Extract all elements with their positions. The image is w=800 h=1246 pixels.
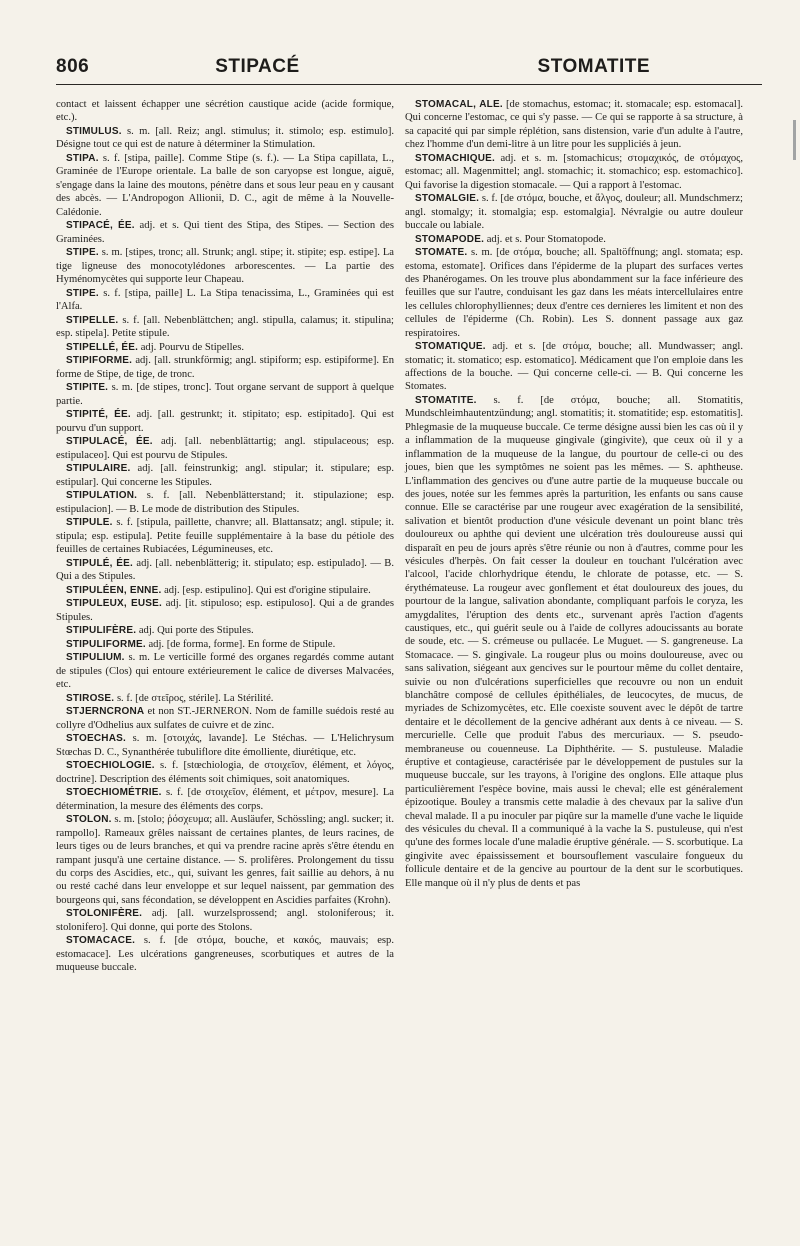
dictionary-entry	[56, 435, 394, 462]
entry-headword: STIPE.	[66, 247, 99, 259]
entry-headword: STOECHIOLOGIE.	[66, 760, 155, 772]
entry-definition: adj. [all. nebenblättartig; angl. stipulaceous; esp. estipulaceo]. Qui est pourvu de Stipules.	[56, 436, 394, 461]
entry-headword: STOECHAS.	[66, 733, 126, 745]
dictionary-entry	[56, 624, 394, 637]
entry-definition: adj. Pourvu de Stipelles.	[140, 341, 244, 353]
entry-headword: STIPULÉEN, ENNE.	[66, 584, 162, 596]
entry-headword: STIPULIFORME.	[66, 638, 146, 650]
entry-headword: STIPIFORME.	[66, 355, 133, 367]
entry-headword: STOMACHIQUE.	[415, 152, 495, 164]
dictionary-entry	[56, 354, 394, 381]
dictionary-entry	[56, 934, 394, 974]
dictionary-entry	[56, 314, 394, 341]
dictionary-entry	[56, 489, 394, 516]
entry-definition: adj. et s. Pour Stomatopode.	[486, 233, 606, 245]
entry-definition: s. f. [all. Nebenblätterstand; it. stipulazione; esp. estipulacion]. — B. Le mode de distribution des Stipules.	[56, 490, 394, 515]
entry-headword: STIPITE.	[66, 382, 109, 394]
dictionary-entry	[56, 651, 394, 691]
entry-definition: adj. [esp. estipulino]. Qui est d'origine stipulaire.	[164, 584, 371, 596]
entry-headword: STIROSE.	[66, 692, 115, 704]
entry-headword: STIPULAIRE.	[66, 463, 131, 475]
entry-headword: STIPE.	[66, 287, 99, 299]
entry-headword: STJERNCRONA	[66, 706, 145, 718]
entry-headword: STIPULIFÈRE.	[66, 625, 137, 637]
entry-headword: STIPELLE.	[66, 314, 119, 326]
entry-headword: STIPACÉ, ÉE.	[66, 220, 135, 232]
entry-definition: adj. et s. Qui tient des Stipa, des Stipes. — Section des Graminées.	[56, 220, 394, 245]
entry-definition: s. f. [de στοιχεῖον, élément, et μέτρον, mesure]. La détermination, la mesure des éléments des corps.	[56, 787, 394, 812]
dictionary-entry	[56, 813, 394, 907]
dictionary-entry	[56, 557, 394, 584]
dictionary-entry	[56, 125, 394, 152]
dictionary-entry	[56, 341, 394, 354]
dictionary-entry	[56, 692, 394, 705]
entry-definition: adj. [all. feinstrunkig; angl. stipular; it. stipulare; esp. estipular]. Qui concerne les Stipules.	[56, 463, 394, 488]
entry-definition: adj. [all. strunkförmig; angl. stipiform; esp. estipiforme]. En forme de Stipe, de tige, de tronc.	[56, 355, 394, 380]
entry-headword: STIPA.	[66, 153, 99, 164]
entry-definition: s. f. [stipa, paille] L. La Stipa tenacissima, L., Graminées qui est l'Alfa.	[56, 287, 395, 313]
left-running-title: STIPACÉ	[215, 56, 300, 77]
dictionary-entry	[56, 152, 394, 219]
entry-headword: STOLONIFÈRE.	[66, 908, 143, 920]
entry-headword: STIPULIUM.	[66, 652, 125, 664]
dictionary-entry	[56, 287, 394, 314]
entry-definition: adj. [all. wurzelsprossend; angl. stoloniferous; it. stolonifero]. Qui donne, qui porte des Stolons.	[56, 908, 394, 933]
entry-headword: STOMAPODE.	[415, 233, 485, 245]
dictionary-entry	[56, 381, 394, 408]
entry-headword: STOMACAL, ALE.	[415, 99, 503, 110]
entry-headword: STOECHIOMÉTRIE.	[66, 787, 162, 799]
entry-headword: STOMATE.	[415, 247, 468, 259]
dictionary-entry	[56, 462, 394, 489]
entry-definition: s. f. [stipula, paillette, chanvre; all. Blattansatz; angl. stipule; it. stipula; esp. estipula]. Petite feuille supplémentaire à la base du pétiole des feuilles de certaines Rubiacées, Légumineuses, etc.	[56, 517, 394, 556]
entry-definition: s. m. Le verticille formé des organes regardés comme autant de stipules (Clos) qui entoure extérieurement le calice de diverses Malvacées, etc.	[56, 652, 394, 691]
dictionary-entry	[56, 786, 394, 813]
entry-definition: s. m. [de στόμα, bouche; all. Spaltöffnung; angl. stomata; esp. estoma, estomate]. Orifices dans l'épiderme de la plupart des surfaces vertes des Phanérogames. On les trouve plus abondamment sur la face inférieure des feuilles que sur l'autre, conduisant les gaz dans les méats intercellulaires entre les cellules chlorophylliennes; deux d'entre ces dernieres les limitent et non des cellules de l'épiderme (Ch. Robin). Les S. donnent passage aux gaz respiratoires.	[405, 247, 743, 339]
entry-headword: STIPULATION.	[66, 490, 138, 502]
entry-definition: s. f. [de στόμα, bouche, et κακός, mauvais; esp. estomacace]. Les ulcérations gangreneuses, scorbutiques et autres de la muqueuse buccale.	[56, 935, 394, 974]
dictionary-entry	[405, 98, 743, 152]
dictionary-entry	[56, 907, 394, 934]
entry-definition: s. m. [de stipes, tronc]. Tout organe servant de support à quelque partie.	[56, 382, 394, 407]
entry-headword: STIPULACÉ, ÉE.	[66, 436, 153, 448]
right-running-title: STOMATITE	[537, 56, 651, 77]
page-edge-mark	[793, 120, 796, 160]
dictionary-entry	[405, 246, 743, 340]
entry-definition: adj. [it. stipuloso; esp. estipuloso]. Qui a de grandes Stipules.	[56, 598, 394, 623]
entry-definition: adj. Qui porte des Stipules.	[138, 625, 254, 637]
dictionary-entry	[405, 152, 743, 192]
entry-definition: s. f. [de στόμα, bouche, et ἄλγος, douleur; all. Mundschmerz; angl. stomalgy; it. stomalgia; esp. estomalgia]. Névralgie ou autre douleur buccale ou labiale.	[405, 193, 744, 232]
dictionary-entry	[405, 394, 743, 890]
entry-definition: s. f. [stœchiologia, de στοιχεῖον, élément, et λόγος, doctrine]. Description des éléments soit chimiques, soit anatomiques.	[56, 760, 394, 785]
dictionary-entry	[56, 597, 394, 624]
dictionary-entry	[56, 219, 394, 246]
dictionary-entry	[405, 233, 743, 246]
entry-headword: STIPULE.	[66, 517, 113, 529]
dictionary-entry	[56, 638, 394, 651]
right-column	[405, 98, 743, 890]
entry-headword: STIMULUS.	[66, 126, 122, 137]
dictionary-entry	[56, 732, 394, 759]
entry-headword: STOLON.	[66, 814, 112, 826]
entry-definition: et non ST.-JERNERON. Nom de famille suédois resté au collyre d'Odhelius aux sulfates de cuivre et de zinc.	[56, 706, 394, 731]
entry-headword: STOMALGIE.	[415, 193, 480, 205]
entry-headword: STIPULEUX, EUSE.	[66, 598, 162, 610]
running-header	[56, 56, 762, 85]
entry-definition: contact et laissent échapper une sécrétion caustique acide (acide formique, etc.).	[56, 99, 394, 124]
entry-definition: adj. [all. gestrunkt; it. stipitato; esp. estipitado]. Qui est pourvu d'un support.	[56, 409, 394, 434]
entry-headword: STIPITÉ, ÉE.	[66, 409, 131, 421]
entry-definition: adj. et s. [de στόμα, bouche; all. Mundwasser; angl. stomatic; it. stomatico; esp. estomatico]. Médicament que l'on emploie dans les affections de la bouche. — Qui concerne celle-ci. — B. Qui concerne les Stomates.	[405, 341, 743, 393]
dictionary-entry	[56, 408, 394, 435]
dictionary-entry	[56, 246, 394, 286]
entry-definition: s. f. [de στεῖρος, stérile]. La Stérilité.	[116, 692, 274, 704]
entry-definition: s. m. [stipes, tronc; all. Strunk; angl. stipe; it. stipite; esp. estipe]. La tige ligneuse des monocotylédones arborescentes. — La partie des Hyménomycètes qui supporte leur Chapeau.	[56, 247, 394, 286]
entry-definition: s. m. [στοιχάς, lavande]. Le Stéchas. — L'Helichrysum Stœchas D. C., Synanthérée tubuliflore dite émolliente, diurétique, etc.	[56, 733, 394, 758]
entry-definition: adj. [all. nebenblätterig; it. stipulato; esp. estipulado]. — B. Qui a des Stipules.	[56, 557, 394, 583]
entry-definition: s. f. [all. Nebenblättchen; angl. stipulla, calamus; it. stipulina; esp. stipela]. Petite stipule.	[56, 314, 394, 340]
entry-definition: s. f. [stipa, paille]. Comme Stipe (s. f.). — La Stipa capillata, L., Graminée de l'Europe orientale. La balle de son caryopse est longue, aiguë, s'engage dans la laine des moutons, pénètre dans et sous leur peau en y causant des abcès. — L'Andropogon Allionii, D. C., agit de même à la Nouvelle-Calédonie.	[56, 153, 395, 218]
entry-definition: adj. [de forma, forme]. En forme de Stipule.	[148, 638, 336, 650]
dictionary-entry	[405, 192, 743, 232]
entry-headword: STOMATIQUE.	[415, 341, 486, 353]
dictionary-entry	[56, 516, 394, 556]
dictionary-entry	[56, 98, 394, 125]
dictionary-entry	[405, 340, 743, 394]
entry-headword: STIPULÉ, ÉE.	[66, 557, 134, 569]
page-number: 806	[56, 56, 90, 77]
dictionary-entry	[56, 584, 394, 597]
entry-headword: STOMACACE.	[66, 935, 136, 947]
left-column	[56, 98, 394, 975]
dictionary-entry	[56, 705, 394, 732]
entry-headword: STIPELLÉ, ÉE.	[66, 341, 139, 353]
entry-definition: adj. et s. m. [stomachicus; στομαχικός, de στόμαχος, estomac; all. Magenmittel; angl. stomachic; it. stomachico; esp. estomachico]. Qui favorise la digestion stomacale. — Qui a rapport à l'estomac.	[405, 152, 743, 191]
entry-definition: s. m. [all. Reiz; angl. stimulus; it. stimolo; esp. estimulo]. Désigne tout ce qui est de nature à déterminer la Stimulation.	[56, 126, 394, 151]
entry-definition: [de stomachus, estomac; it. stomacale; esp. estomacal]. Qui concerne l'estomac, ce qui s'y passe. — Ce qui se rapporte à sa structure, à sa capacité qui par simple réplétion, sans distension, varie d'un adulte à l'autre, chez l'homme d'un demi-litre à un litre pour les suppliciés à jeun.	[405, 99, 743, 151]
dictionary-entry	[56, 759, 394, 786]
entry-headword: STOMATITE.	[415, 395, 477, 407]
entry-definition: s. m. [stolo; ῥόσχευμα; all. Ausläufer, Schössling; angl. sucker; it. rampollo]. Rameaux grêles naissant de certaines plantes, de leurs racines, de leurs tiges ou de leurs branches, et qui va prendre racine après s'être étendu en rampant jusqu'à une certaine distance. — S. prolifères. Prolongement du tissu du corps des Ascidies, etc., qui, suivant les genres, fait saillie au dehors, à nu ou resté caché dans leur enveloppe et sur lequel naissent, par gemmation des bourgeons qui, sans fécondation, se développent en Ascidies parfaites (Krohn).	[56, 814, 395, 906]
entry-definition: s. f. [de στόμα, bouche; all. Stomatitis, Mundschleimhautentzündung; angl. stomatitis; it. stomatitide; esp. estomatitis]. Phlegmasie de la muqueuse buccale. Ce terme désigne aussi bien les cas où il y a inflammation de la muqueuse gingivale (gingivite), que ceux où il y a inflammation de la muqueuse de la langue, du pourtour de celle-ci ou des joues, bien que les symptômes ne soient pas les mêmes. — S. aphtheuse. L'inflammation des gencives ou d'une autre partie de la muqueuse buccale ou des joues, notée sur les femmes après la parturition, les enfants ou sans cause connue. Elle se caractérise par une rougeur avec exagération de la sensibilité, salivation et bientôt production d'une vésicule devenant un point blanc très douloureux ou aphthe qui devient une ulcération très douloureuse aussi qui disparaît en peu de jours après s'être réunie ou non à d'autres, comme pour les vésicules d'herpès. On fait cesser la douleur en touchant l'ulcération avec l'alcool, l'acide chlorhydrique étendu, le chlorate de potasse, etc. — S. érythémateuse. La rougeur avec gonflement et état douloureux des joues, du pourtour de la langue, salivation abondante, compliquant parfois le coryza, les amygdalites, l'éruption des dents etc., survenant après l'action d'agents caustiques, etc., qui guérit seule ou à l'aide de collyres adoucissants au borate de soude, etc. — S. crémeuse ou pullacée. Le Muguet. — S. gangreneuse. La Stomacace. — S. gingivale. La rougeur plus ou moins douloureuse, avec ou sans salivation, siégeant aux gencives sur le pourtour même du collet dentaire, suivie ou non d'ulcérations superficielles que recouvre ou non un enduit blanchâtre composé de cellules épithéliales, de leucocytes, de mucus, de myriades de Schizomycètes, etc. Elle coexiste souvent avec le dépôt de tartre dentaire et le décollement de la gencive adhérant aux dents à ce niveau. — S. mercurielle. Celle que produit l'abus des mercuriaux. — S. pseudo-membraneuse ou couenneuse. La Diphthérite. — S. pustuleuse. Maladie éruptive et contagieuse, caractérisée par le développement de pustules sur la muqueuse buccale, sur les trayons, à l'origine des onglons. Elle attaque plus particulièrement l'espèce bovine, mais aussi le cheval; elle est généralement épizootique. Bouley a transmis cette maladie à des chevaux par la salive d'un cheval malade. Il a pu inoculer par piqûre sur la mamelle d'une vache le liquide des vésicules du cheval. Il a communiqué à la vache la S. pustuleuse, qui n'est qu'une des formes locale d'une maladie éruptive générale. — S. scorbutique. La gingivite avec épaississement et boursouflement vasculaire fongueux du follicule dentaire et de la gencive au pourtour de la dent sur le scorbutiques. Elle manque où il n'y plus de dents et pas	[405, 395, 743, 889]
